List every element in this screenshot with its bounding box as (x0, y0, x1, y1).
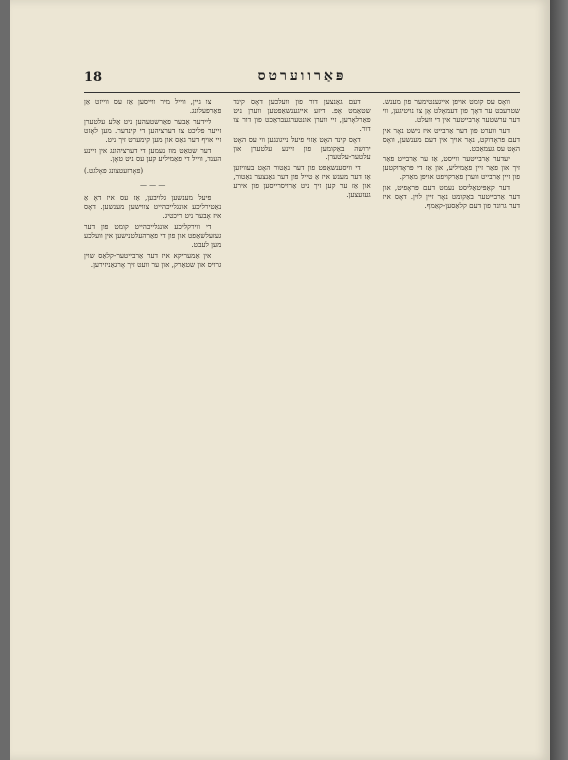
paragraph: דער ווערט פון דער אַרבייט איז נישט נאָר אין דעם פּראָדוקט, נאָר אויך אין דעם מענשען, וואָס האָט עס געמאַכט. (382, 125, 520, 153)
book-spine (550, 0, 568, 760)
paragraph: אין אַמעריקא איז דער אַרבייטער-קלאַס שוין גרויס און שטאַרק, און ער וועט זיך אָרגאַניזירען. (84, 250, 222, 269)
header-rule (84, 92, 520, 93)
text-columns (84, 98, 520, 738)
paragraph: יעדער אַרבייטער ווייסט, אַז ער אַרבייט פאַר זיך און פאַר זיין פאַמיליע, און אַז די פּראָדוקטען פון זיין אַרבייט ווערן פאַרקויפט אויפן מאַרק. (382, 154, 520, 182)
newspaper-title: פּאַרווערטס (257, 68, 347, 84)
paragraph: דעם גאַנצען דור פון וועלכען דאָס קינד שטאַמט אָפּ. דיזע אייגענשאַפטען ווערן ניט פאַרלאָרען, זיי ווערן אונטערגעבראַכט פון דור צו דור. (233, 98, 371, 133)
paragraph: דאָס קינד האָט אַזוי פיעל נייגונגען ווי עס האָט ירושה באַקומען פון זיינע עלטערן און עלטער-עלטערן. (233, 134, 371, 162)
paragraph: פיעל מענשען גלויבען, אַז עס איז דאָ אַ נאַטירליכע אונגלייכהייט צווישען מענשען. דאָס איז אָבער ניט ריכטיג. (84, 193, 222, 220)
column-middle (233, 98, 370, 738)
column-right (383, 98, 520, 738)
paragraph: צו גיין, ווייל מיר ווייסען אַז עס ווייזט אַן פאַרפעלונג. (84, 98, 222, 115)
paragraph: וואָס עס קומט אויפן אייגענטימער פון מענש. שטרעבט ער דאָך פון דעמאָלט אָן צו נויטיגען, ווי דער ערשטער אָרבייטער אין די וועלט. (382, 98, 520, 124)
paragraph: דער קאַפּיטאַליסט נעמט דעם פּראָפיט, און דער אַרבייטער באַקומט נאָר זיין לוין. דאָס איז דער גרונד פון דעם קלאַסען-קאַמף. (382, 183, 520, 210)
page-number: 18 (84, 70, 103, 85)
page-header (84, 68, 520, 90)
paragraph: די ווירקליכע אונגלייכהייט קומט פון דער געזעלשאַפט און פון די פאַרהעלטנישען אין וועלכע מען לעבט. (84, 221, 222, 249)
continued-note: (פאָרזעטצונג פאָלגט.) (84, 167, 144, 176)
column-left (84, 98, 221, 738)
paragraph: די וויסענשאַפט פון דער נאַטור האָט בעוויזען אַז דער מענש איז אַ טייל פון דער גאַנצער נאַטור, און אַז ער קען זיך ניט אַרויסרייסען פון אירע געזעצען. (233, 163, 371, 200)
newspaper-page (10, 0, 550, 760)
paragraph: ליידער אַבער פאַרשטעהען ניט אַלע עלטערן זייער פליכט צו דערציהען די קינדער. מען לאָזט זיי אויף דער גאַס און מען קימערט זיך ניט. (84, 116, 222, 144)
article-divider: — — — (139, 181, 166, 190)
paragraph: דער שטאַט מוז נעמען די דערציהונג אין זיינע הענד, ווייל די פאַמיליע קען עס ניט טאָן. (84, 145, 222, 164)
